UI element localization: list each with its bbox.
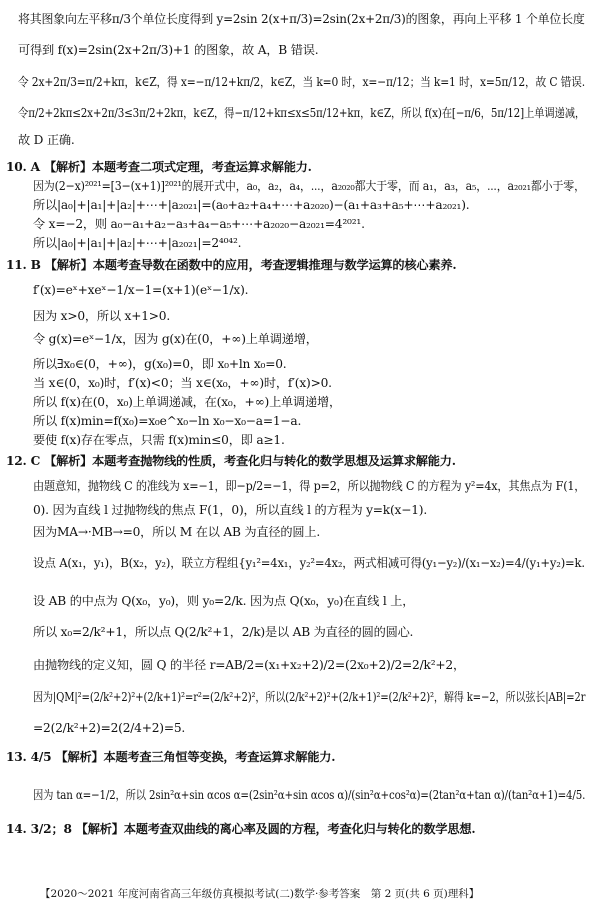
solution-line: 要使 f(x)存在零点，只需 f(x)min≤0，即 a≥1. bbox=[33, 433, 285, 447]
solution-line: f′(x)=eˣ+xeˣ−1/x−1=(x+1)(eˣ−1/x). bbox=[33, 283, 249, 297]
solution-line: 由抛物线的定义知，圆 Q 的半径 r=AB/2=(x₁+x₂+2)/2=(2x₀+2)/2=2/k²+2， bbox=[33, 658, 465, 672]
solution-line: 0). 因为直线 l 过抛物线的焦点 F(1，0)，所以直线 l 的方程为 y=k(x−1). bbox=[33, 503, 428, 517]
solution-line: 将其图象向左平移π/3个单位长度得到 y=2sin 2(x+π/3)=2sin(2x+2π/3)的图象，再向上平移 1 个单位长度 bbox=[18, 12, 585, 26]
solution-line: 故 D 正确. bbox=[18, 133, 75, 147]
solution-line: 当 x∈(0，x₀)时，f′(x)<0；当 x∈(x₀，+∞)时，f′(x)>0. bbox=[33, 376, 332, 390]
solution-line: 设点 A(x₁，y₁)，B(x₂，y₂)，联立方程组{y₁²=4x₁，y₂²=4x₂，两式相减可得(y₁−y₂)/(x₁−x₂)=4/(y₁+y₂)=k. bbox=[33, 556, 585, 570]
page-footer: 【2020～2021 年度河南省高三年级仿真模拟考试(二)数学·参考答案 第 2 页(共 6 页)理科】 bbox=[40, 888, 480, 900]
solution-line: 所以 f(x)min=f(x₀)=x₀e^x₀−ln x₀−x₀−a=1−a. bbox=[33, 414, 302, 428]
solution-line: 因为(2−x)²⁰²¹=[3−(x+1)]²⁰²¹的展开式中，a₀，a₂，a₄，⋯，a₂₀₂₀都大于零，而 a₁，a₃，a₅，⋯，a₂₀₂₁都小于零， bbox=[33, 179, 585, 193]
solution-line: 所以|a₀|+|a₁|+|a₂|+⋯+|a₂₀₂₁|=(a₀+a₂+a₄+⋯+a₂₀₂₀)−(a₁+a₃+a₅+⋯+a₂₀₂₁). bbox=[33, 198, 470, 212]
solution-line: 可得到 f(x)=2sin(2x+2π/3)+1 的图象，故 A，B 错误. bbox=[18, 43, 319, 57]
solution-line: 由题意知，抛物线 C 的准线为 x=−1，即−p/2=−1，得 p=2，所以抛物线 C 的方程为 y²=4x，其焦点为 F(1， bbox=[33, 479, 586, 493]
solution-line: 令 g(x)=eˣ−1/x，因为 g(x)在(0，+∞)上单调递增， bbox=[33, 332, 318, 346]
solution-line: 令π/2+2kπ≤2x+2π/3≤3π/2+2kπ，k∈Z，得−π/12+kπ≤x≤5π/12+kπ，k∈Z，所以 f(x)在[−π/6，5π/12]上单调递减， bbox=[18, 106, 586, 120]
solution-line: 令 2x+2π/3=π/2+kπ，k∈Z，得 x=−π/12+kπ/2，k∈Z，当 k=0 时，x=−π/12；当 k=1 时，x=5π/12，故 C 错误. bbox=[18, 75, 585, 89]
solution-line: 所以 f(x)在(0，x₀)上单调递减，在(x₀，+∞)上单调递增， bbox=[33, 395, 341, 409]
question-heading: 13. 4/5 【解析】本题考查三角恒等变换，考查运算求解能力. bbox=[6, 750, 336, 764]
solution-line: 所以|a₀|+|a₁|+|a₂|+⋯+|a₂₀₂₁|=2⁴⁰⁴². bbox=[33, 236, 242, 250]
solution-line: 因为 tan α=−1/2，所以 2sin²α+sin αcos α=(2sin²α+sin αcos α)/(sin²α+cos²α)=(2tan²α+tan α)/(tan²α+1)=4/5. bbox=[33, 788, 586, 802]
solution-line: 所以∃x₀∈(0，+∞)，g(x₀)=0，即 x₀+ln x₀=0. bbox=[33, 357, 287, 371]
solution-line: 所以 x₀=2/k²+1，所以点 Q(2/k²+1，2/k)是以 AB 为直径的圆的圆心. bbox=[33, 625, 414, 639]
question-heading: 12. C 【解析】本题考查抛物线的性质，考查化归与转化的数学思想及运算求解能力. bbox=[6, 454, 456, 468]
solution-line: 因为 x>0，所以 x+1>0. bbox=[33, 309, 171, 323]
question-heading: 14. 3/2；8 【解析】本题考查双曲线的离心率及圆的方程，考查化归与转化的数学思想. bbox=[6, 822, 476, 836]
solution-line: 因为|QM|²=(2/k²+2)²+(2/k+1)²=r²=(2/k²+2)²，所以(2/k²+2)²+(2/k+1)²=(2/k²+2)²，解得 k=−2，所以弦长|AB|=2r bbox=[33, 690, 586, 704]
solution-line: =2(2/k²+2)=2(2/4+2)=5. bbox=[33, 721, 186, 735]
solution-line: 设 AB 的中点为 Q(x₀，y₀)，则 y₀=2/k. 因为点 Q(x₀，y₀)在直线 l 上， bbox=[33, 594, 415, 608]
question-heading: 11. B 【解析】本题考查导数在函数中的应用，考查逻辑推理与数学运算的核心素养. bbox=[6, 258, 457, 272]
solution-line: 因为MA→·MB→=0，所以 M 在以 AB 为直径的圆上. bbox=[33, 525, 321, 539]
question-heading: 10. A 【解析】本题考查二项式定理，考查运算求解能力. bbox=[6, 160, 312, 174]
solution-line: 令 x=−2，则 a₀−a₁+a₂−a₃+a₄−a₅+⋯+a₂₀₂₀−a₂₀₂₁=4²⁰²¹. bbox=[33, 217, 365, 231]
